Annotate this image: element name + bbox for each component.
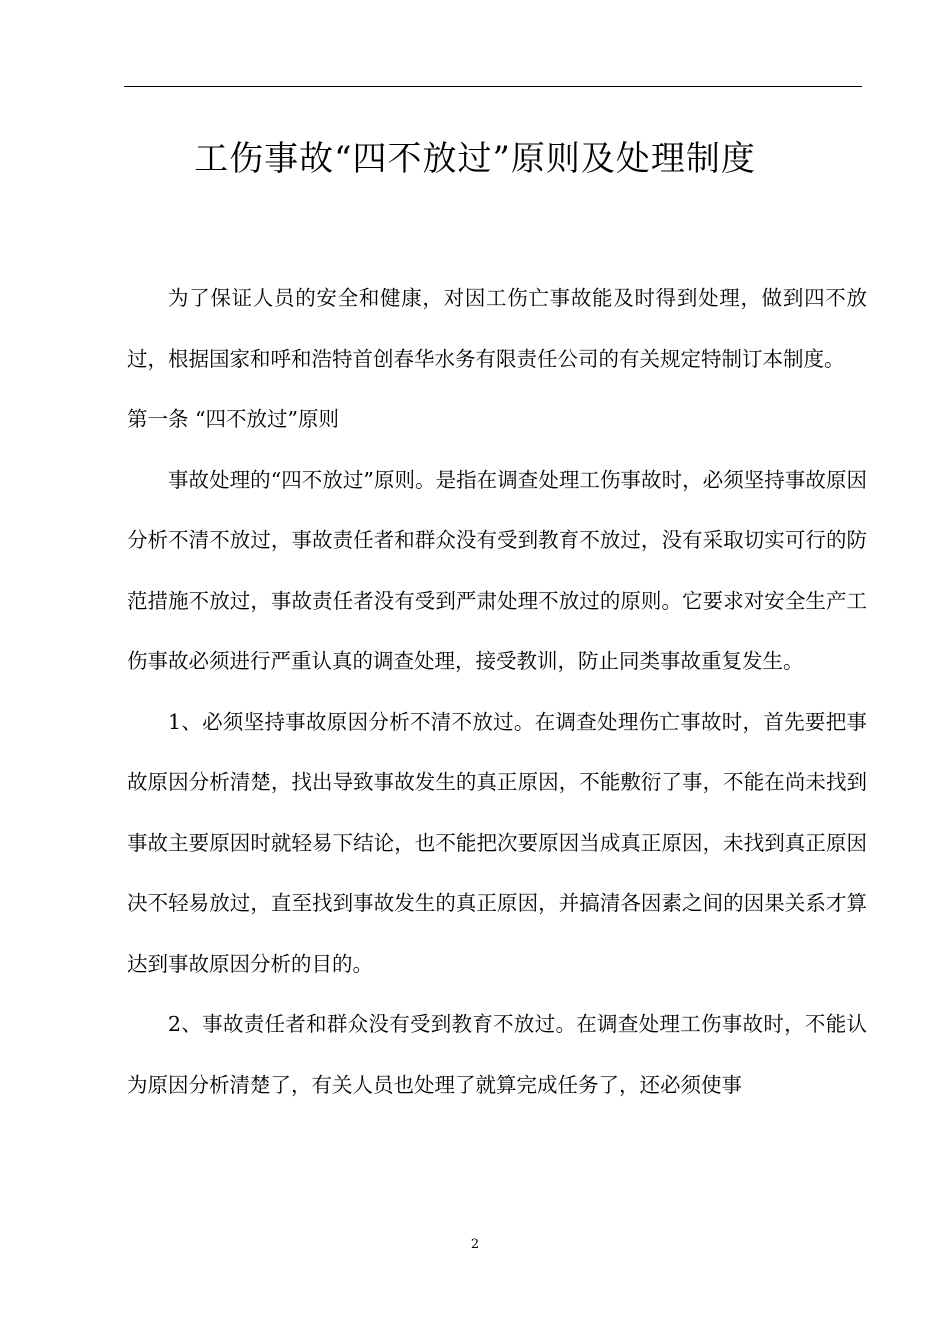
document-body bbox=[127, 268, 867, 1115]
document-title: 工伤事故“四不放过”原则及处理制度 bbox=[194, 139, 756, 179]
paragraph-principle: 事故处理的“四不放过”原则。是指在调查处理工伤事故时，必须坚持事故原因分析不清不放过，事故责任者和群众没有受到教育不放过，没有采取切实可行的防范措施不放过，事故责任者没有受到严肃处理不放过的原则。它要求对安全生产工伤事故必须进行严重认真的调查处理，接受教训，防止同类事故重复发生。 bbox=[127, 467, 867, 673]
page-number: 2 bbox=[470, 1237, 480, 1252]
section-heading-article-1: 第一条 “四不放过”原则 bbox=[127, 407, 339, 431]
header-rule bbox=[124, 86, 862, 87]
paragraph-intro: 为了保证人员的安全和健康，对因工伤亡事故能及时得到处理，做到四不放过，根据国家和呼和浩特首创春华水务有限责任公司的有关规定特制订本制度。 bbox=[127, 286, 867, 371]
paragraph-item-2: 2、事故责任者和群众没有受到教育不放过。在调查处理工伤事故时，不能认为原因分析清楚了，有关人员也处理了就算完成任务了，还必须使事 bbox=[127, 1012, 867, 1097]
paragraph-item-1: 1、必须坚持事故原因分析不清不放过。在调查处理伤亡事故时，首先要把事故原因分析清楚，找出导致事故发生的真正原因，不能敷衍了事，不能在尚未找到事故主要原因时就轻易下结论，也不能把次要原因当成真正原因，未找到真正原因决不轻易放过，直至找到事故发生的真正原因，并搞清各因素之间的因果关系才算达到事故原因分析的目的。 bbox=[127, 709, 867, 976]
